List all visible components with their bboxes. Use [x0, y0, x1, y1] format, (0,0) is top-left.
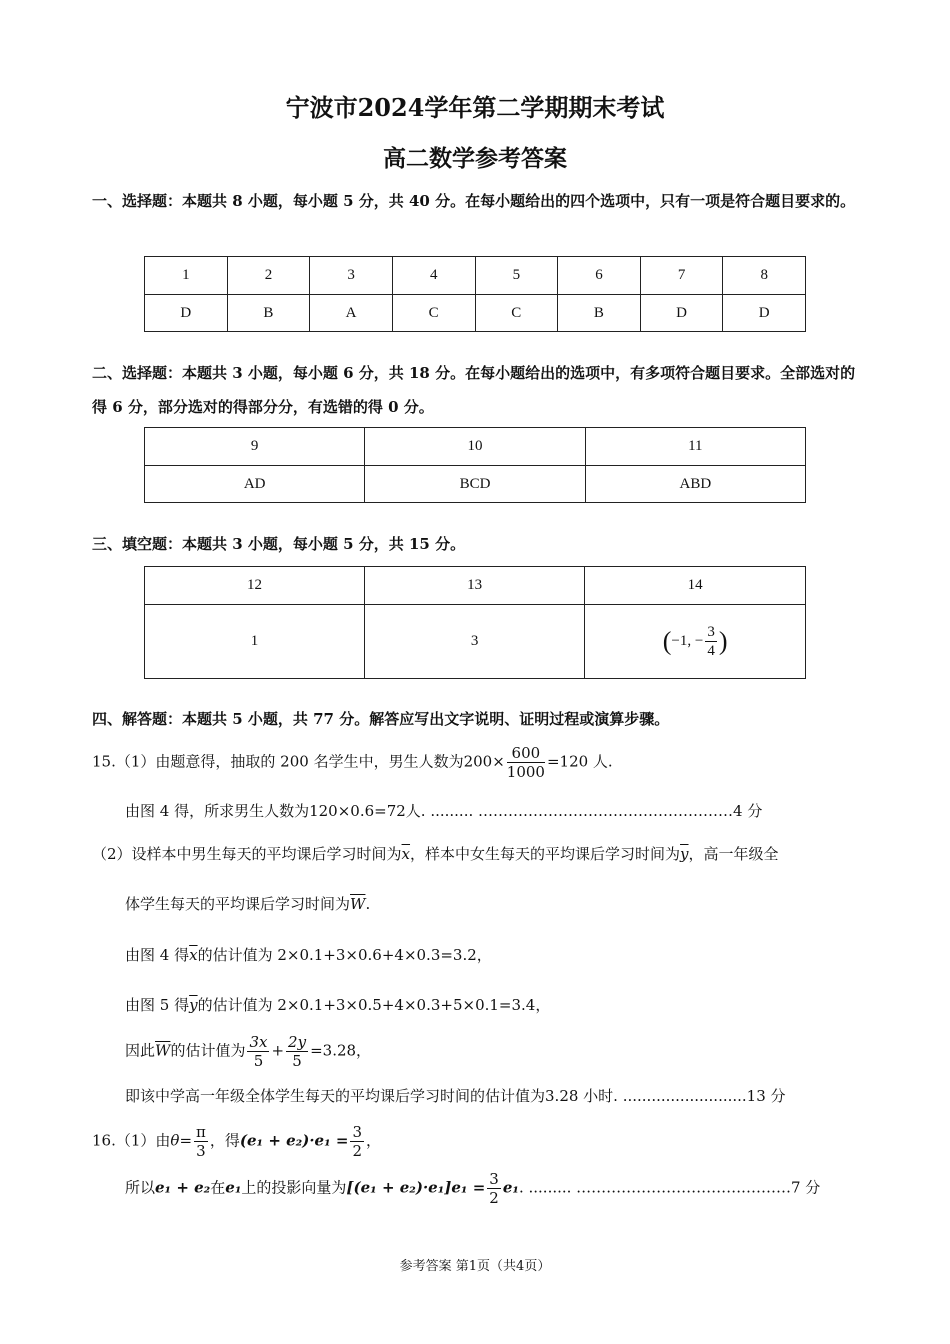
section3-table [144, 566, 806, 679]
section1-answer-row [145, 295, 806, 332]
answer-cell: ABD [585, 466, 805, 503]
answer-cell: B [558, 295, 641, 332]
section2-table [144, 427, 806, 503]
q12-answer: 1 [145, 605, 365, 679]
question-number-cell: 10 [365, 428, 585, 466]
section2-answer-row [145, 466, 806, 503]
section2-heading: 二、选择题：本题共 3 小题，每小题 6 分，共 18 分。在每小题给出的选项中，有多项符合题目要求。全部选对的得 6 分，部分选对的得部分分，有选错的得 0 分。 [92, 364, 856, 416]
section4-heading: 四、解答题：本题共 5 小题，共 77 分。解答应写出文字说明、证明过程或演算步骤。 [92, 710, 670, 728]
answer-cell: D [640, 295, 723, 332]
q16-line2: 所以e₁ + e₂在e₁上的投影向量为[(e₁ + e₂)·e₁]e₁ = $\frac{3}{2}$ e₁. ......... …………………………….………7 分 [125, 1170, 821, 1207]
answer-cell: A [310, 295, 393, 332]
answer-cell: BCD [365, 466, 585, 503]
q14-number: 14 [585, 567, 806, 605]
question-number-cell: 11 [585, 428, 805, 466]
question-number-cell: 6 [558, 257, 641, 295]
q13-answer: 3 [365, 605, 585, 679]
q14-answer: (−1, − $\frac{3}{4}$ ) [585, 605, 806, 679]
q15-line4: 体学生每天的平均课后学习时间为$\overline{W}$. [125, 895, 371, 913]
q15-part1: 15.（1）由题意得，抽取的 200 名学生中，男生人数为200× $\frac{600}{1000}$ =120 人. [92, 744, 613, 781]
q15-line8: 即该中学高一年级全体学生每天的平均课后学习时间的估计值为3.28 小时. ..........................13 分 [125, 1087, 786, 1105]
q13-number: 13 [365, 567, 585, 605]
question-number-cell: 1 [145, 257, 228, 295]
section2-number-row [145, 428, 806, 466]
section3-heading: 三、填空题：本题共 3 小题，每小题 5 分，共 15 分。 [92, 535, 466, 553]
section1-table [144, 256, 806, 332]
answer-cell: C [475, 295, 558, 332]
q15-line6: 由图 5 得$\overline{y}$的估计值为 2×0.1+3×0.5+4×0.3+5×0.1=3.4， [125, 996, 551, 1014]
section1-number-row [145, 257, 806, 295]
q15-line7: 因此$\overline{W}$的估计值为 $\frac{3x}{5}$ + $\frac{2y}{5}$ =3.28， [125, 1033, 372, 1070]
page-footer: 参考答案 第1页（共4页） [399, 1259, 551, 1274]
answer-cell: B [227, 295, 310, 332]
question-number-cell: 3 [310, 257, 393, 295]
answer-cell: D [145, 295, 228, 332]
section1-heading: 一、选择题：本题共 8 小题，每小题 5 分，共 40 分。在每小题给出的四个选项中，只有一项是符合题目要求的。 [92, 192, 856, 210]
q12-number: 12 [145, 567, 365, 605]
question-number-cell: 5 [475, 257, 558, 295]
answer-cell: C [392, 295, 475, 332]
q16-line1: 16.（1）由θ= $\frac{\pi}{3}$ ，得(e₁ + e₂)·e₁ = $\frac{3}{2}$ ， [92, 1123, 382, 1160]
q15-part2: （2）设样本中男生每天的平均课后学习时间为$\overline{x}$，样本中女生每天的平均课后学习时间为$\overline{y}$，高一年级全 [92, 845, 779, 863]
question-number-cell: 2 [227, 257, 310, 295]
answer-cell: AD [145, 466, 365, 503]
page-title: 宁波市2024学年第二学期期末考试 [285, 93, 665, 122]
question-number-cell: 7 [640, 257, 723, 295]
q15-line2: 由图 4 得，所求男生人数为120×0.6=72人. ......... ……………………………………………4 分 [125, 802, 763, 820]
q15-line5: 由图 4 得$\overline{x}$的估计值为 2×0.1+3×0.6+4×0.3=3.2， [125, 946, 492, 964]
question-number-cell: 4 [392, 257, 475, 295]
question-number-cell: 9 [145, 428, 365, 466]
page-subtitle: 高二数学参考答案 [383, 145, 567, 172]
answer-cell: D [723, 295, 806, 332]
question-number-cell: 8 [723, 257, 806, 295]
